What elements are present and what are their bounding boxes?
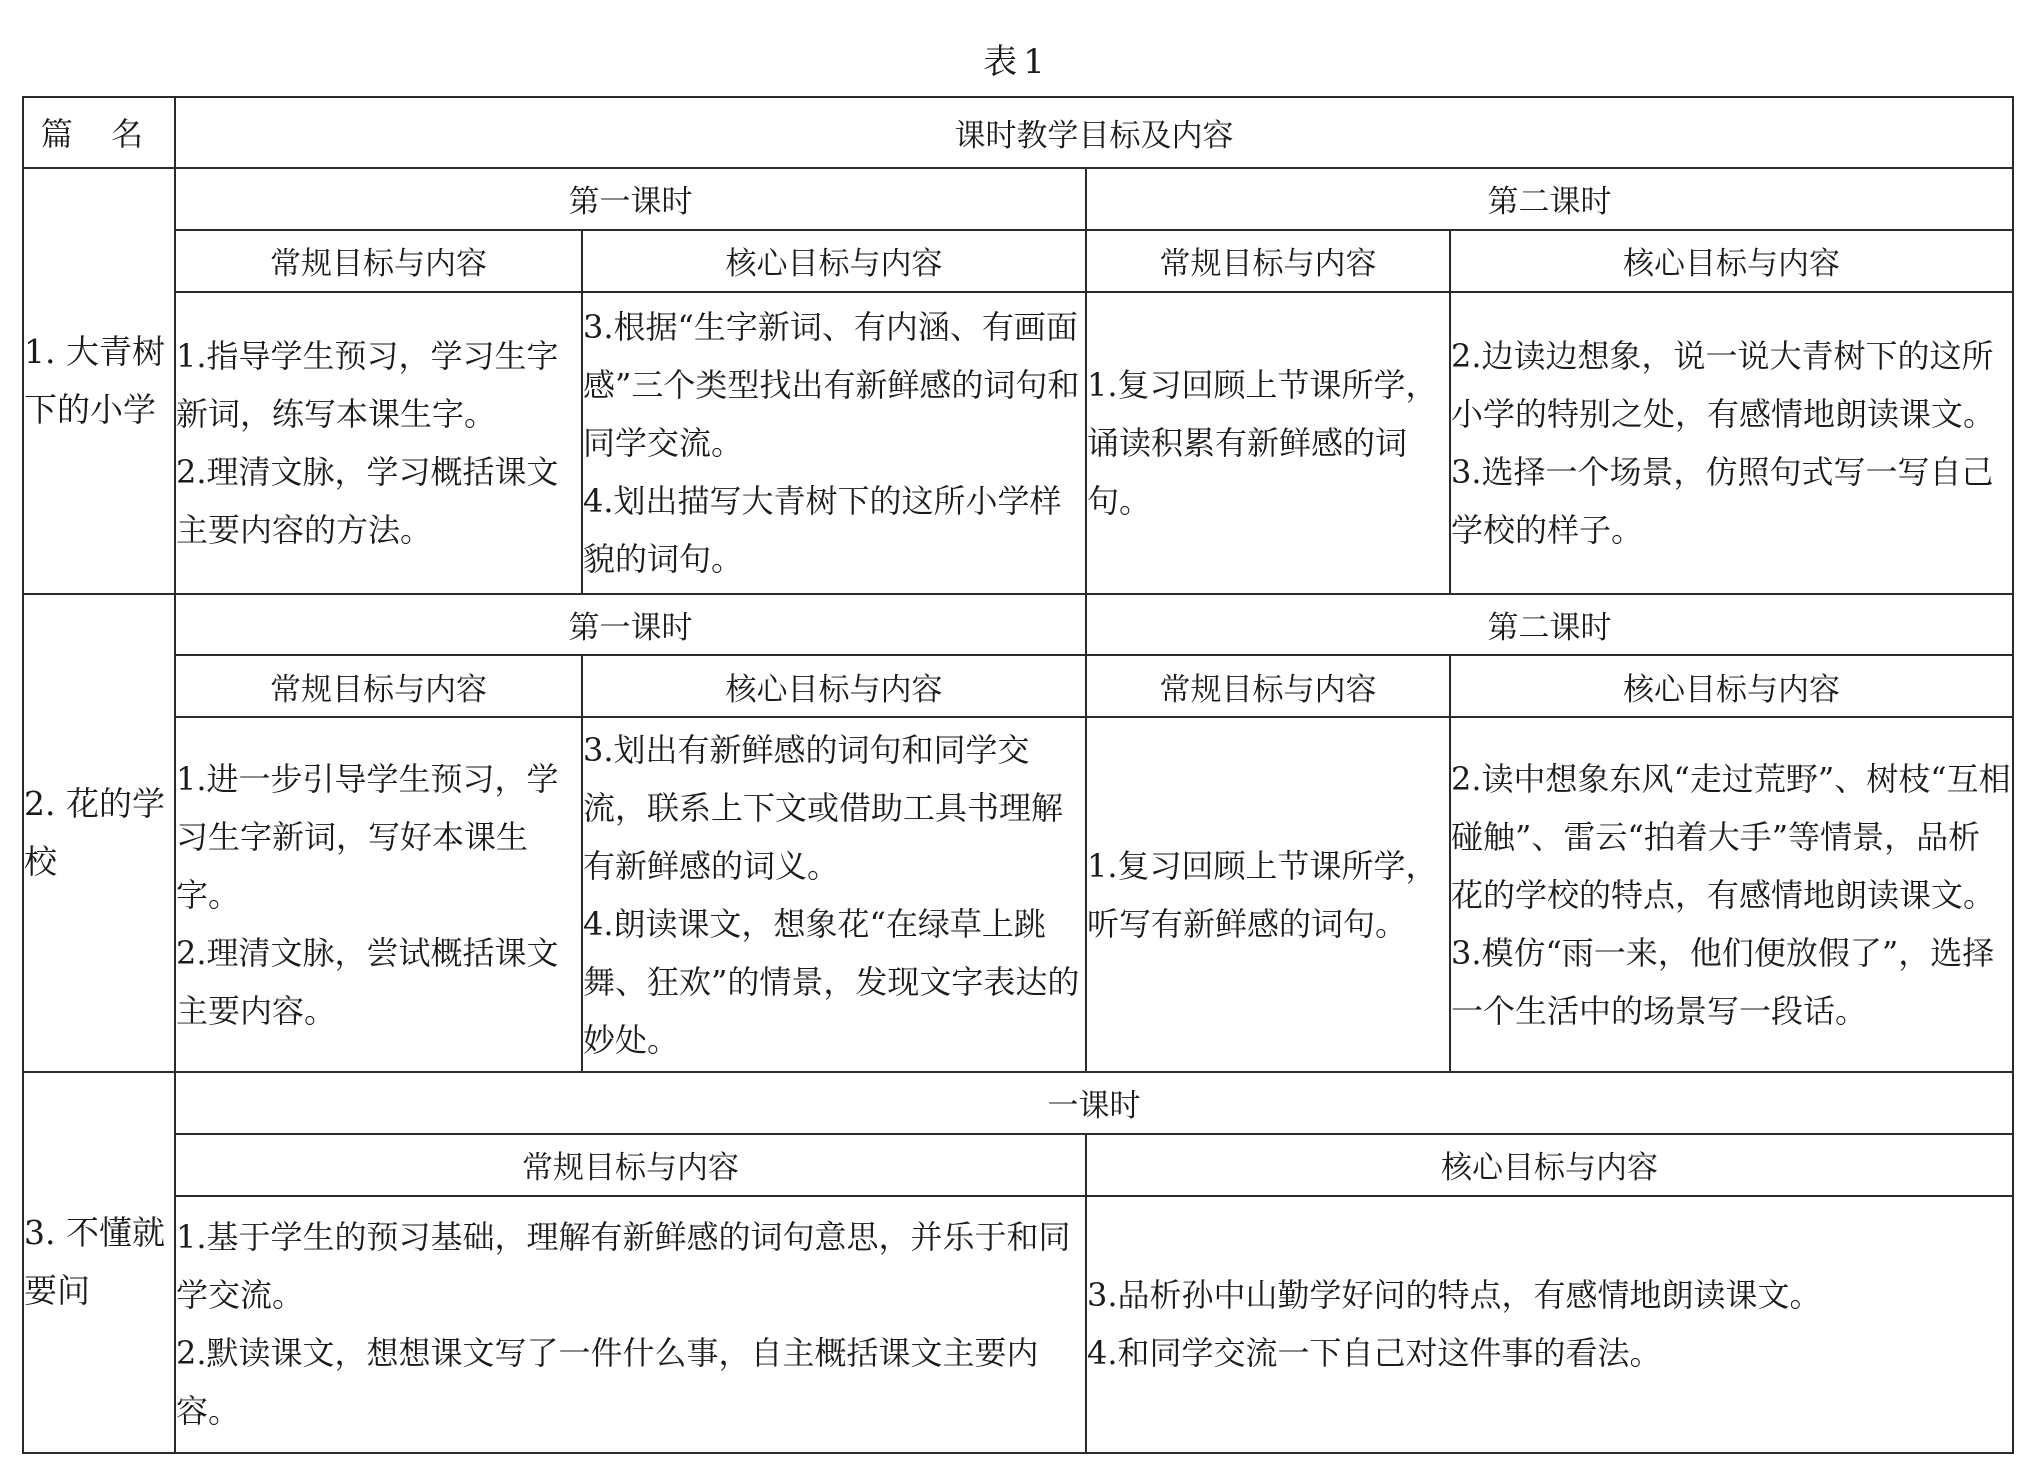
goal-item: 3.模仿“雨一来，他们便放假了”，选择一个生活中的场景写一段话。 (1451, 933, 1995, 1030)
goal-item: 2.默读课文，想想课文写了一件什么事，自主概括课文主要内容。 (176, 1334, 1039, 1431)
lesson-2-content-row (23, 717, 2013, 1072)
goal-item: 2.读中想象东风“走过荒野”、树枝“互相碰触”、雷云“拍着大手”等情景，品析花的学校的特点，有感情地朗读课文。 (1451, 759, 2011, 914)
lesson-1-s1-core-content (582, 292, 1086, 594)
lesson-1-s2-regular-content (1086, 292, 1450, 594)
goal-item: 2.理清文脉，尝试概括课文主要内容。 (176, 933, 559, 1030)
lesson-2-second-session: 第二课时 (1086, 594, 2013, 656)
table-header-row (23, 97, 2013, 168)
goal-item: 1.基于学生的预习基础，理解有新鲜感的词句意思，并乐于和同学交流。 (176, 1218, 1071, 1315)
goal-item: 1.指导学生预习，学习生字新词，练写本课生字。 (176, 336, 559, 433)
lesson-2-goal-type-row (23, 655, 2013, 717)
goal-item: 1.进一步引导学生预习，学习生字新词，写好本课生字。 (176, 759, 559, 914)
lesson-1-name: 1. 大青树下的小学 (23, 168, 175, 594)
lesson-3-name: 3. 不懂就要问 (23, 1072, 175, 1453)
goal-item: 4.和同学交流一下自己对这件事的看法。 (1087, 1334, 1662, 1373)
goal-item: 4.朗读课文，想象花“在绿草上跳舞、狂欢”的情景，发现文字表达的妙处。 (583, 904, 1080, 1059)
lesson-1-second-session: 第二课时 (1086, 168, 2013, 230)
lesson-2-s2-core-header: 核心目标与内容 (1450, 655, 2013, 717)
lesson-1-goal-type-row (23, 230, 2013, 292)
lesson-2-s1-core-header: 核心目标与内容 (582, 655, 1086, 717)
goal-item: 2.理清文脉，学习概括课文主要内容的方法。 (176, 452, 559, 549)
goal-column-header: 课时教学目标及内容 (175, 97, 2013, 168)
lesson-2-s2-regular-content (1086, 717, 1450, 1072)
lesson-3-session-row (23, 1072, 2013, 1134)
name-column-header: 篇 名 (23, 97, 175, 168)
goal-item: 3.根据“生字新词、有内涵、有画面感”三个类型找出有新鲜感的词句和同学交流。 (583, 307, 1080, 462)
goal-item: 1.复习回顾上节课所学，听写有新鲜感的词句。 (1087, 846, 1438, 943)
lesson-2-s2-core-content (1450, 717, 2013, 1072)
lesson-2-first-session: 第一课时 (175, 594, 1086, 656)
lesson-2-session-row (23, 594, 2013, 656)
table-caption: 表1 (983, 42, 1051, 82)
lesson-3-single-session: 一课时 (175, 1072, 2013, 1134)
lesson-2-name: 2. 花的学校 (23, 594, 175, 1072)
lesson-2-s2-regular-header: 常规目标与内容 (1086, 655, 1450, 717)
goal-item: 1.复习回顾上节课所学，诵读积累有新鲜感的词句。 (1087, 365, 1438, 520)
lesson-1-s1-regular-content (175, 292, 582, 594)
lesson-1-first-session: 第一课时 (175, 168, 1086, 230)
goal-item: 3.品析孙中山勤学好问的特点，有感情地朗读课文。 (1087, 1276, 1822, 1315)
lesson-3-regular-content (175, 1196, 1086, 1453)
lesson-1-s2-regular-header: 常规目标与内容 (1086, 230, 1450, 292)
lesson-2-s1-regular-content (175, 717, 582, 1072)
lesson-3-regular-header: 常规目标与内容 (175, 1134, 1086, 1196)
goal-item: 4.划出描写大青树下的这所小学样貌的词句。 (583, 481, 1062, 578)
lesson-3-content-row (23, 1196, 2013, 1453)
lesson-3-goal-type-row (23, 1134, 2013, 1196)
lesson-2-s1-regular-header: 常规目标与内容 (175, 655, 582, 717)
lesson-1-content-row (23, 292, 2013, 594)
goal-item: 3.划出有新鲜感的词句和同学交流，联系上下文或借助工具书理解有新鲜感的词义。 (583, 730, 1064, 885)
lesson-1-s2-core-content (1450, 292, 2013, 594)
lesson-3-core-content (1086, 1196, 2013, 1453)
lesson-3-core-header: 核心目标与内容 (1086, 1134, 2013, 1196)
lesson-1-session-row (23, 168, 2013, 230)
lesson-2-s1-core-content (582, 717, 1086, 1072)
goal-item: 3.选择一个场景，仿照句式写一写自己学校的样子。 (1451, 452, 1994, 549)
lesson-goals-table (22, 96, 2014, 1454)
lesson-1-s1-regular-header: 常规目标与内容 (175, 230, 582, 292)
lesson-1-s2-core-header: 核心目标与内容 (1450, 230, 2013, 292)
goal-item: 2.边读边想象，说一说大青树下的这所小学的特别之处，有感情地朗读课文。 (1451, 336, 1996, 433)
lesson-1-s1-core-header: 核心目标与内容 (582, 230, 1086, 292)
